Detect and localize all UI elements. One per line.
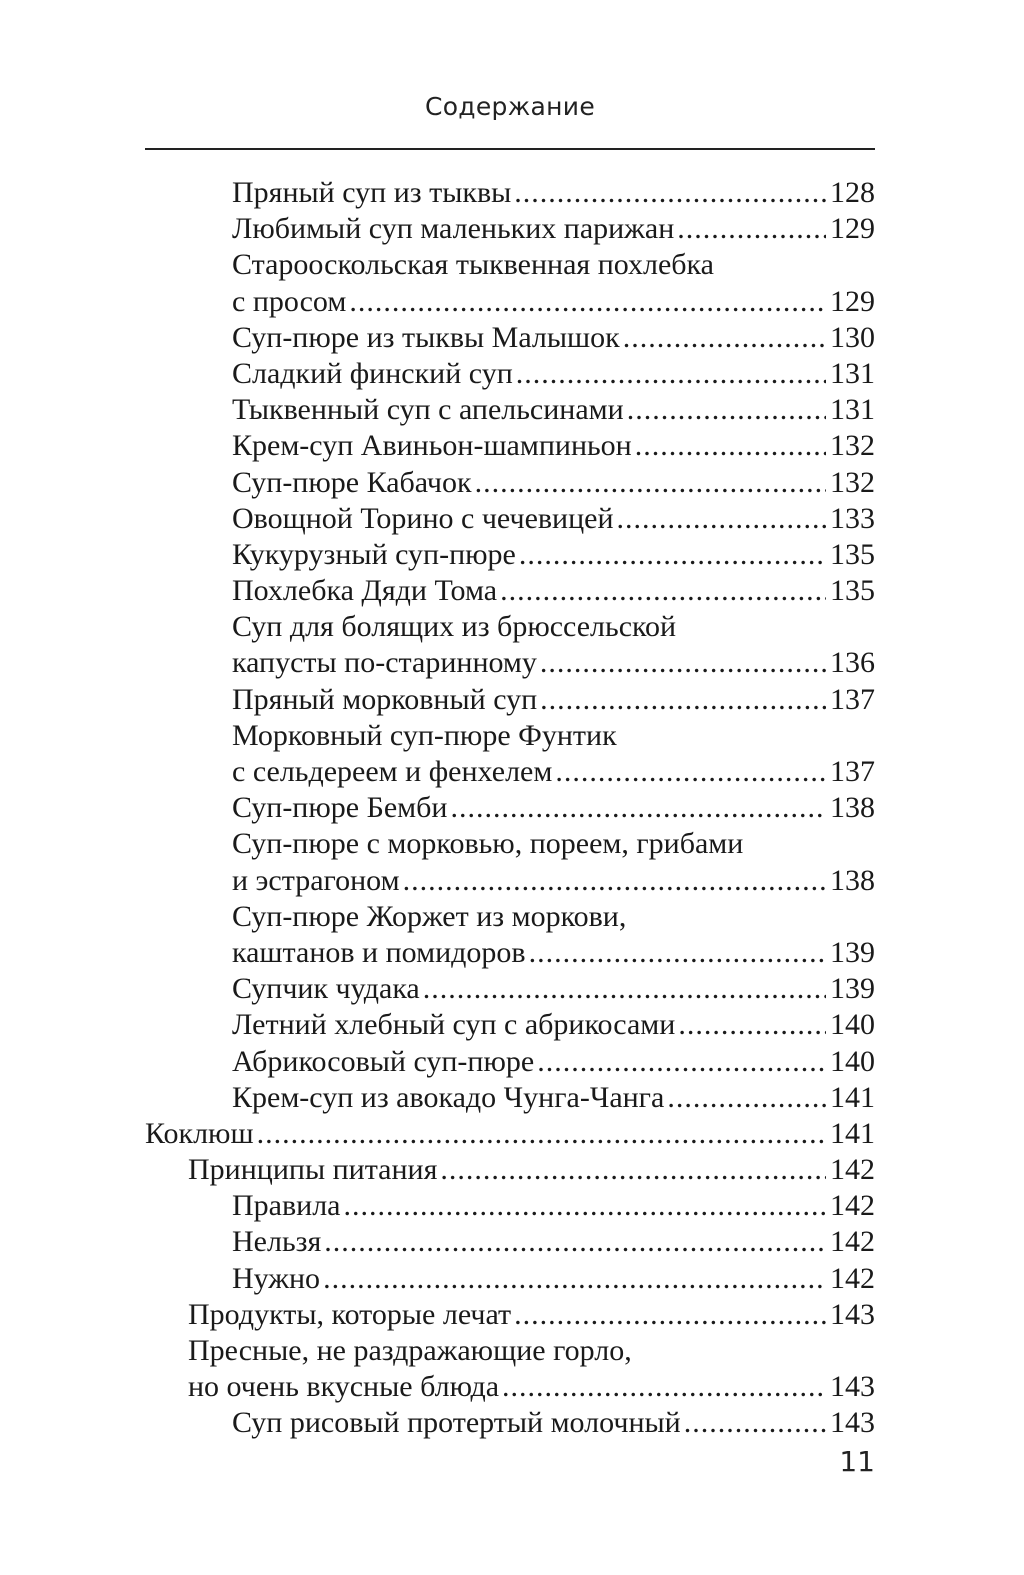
toc-line: [145, 1297, 875, 1333]
toc-entry[interactable]: [145, 247, 875, 319]
toc-entry-title: Нельзя: [232, 1225, 322, 1259]
table-of-contents: [145, 175, 875, 1442]
toc-entry[interactable]: [145, 392, 875, 428]
toc-line: [145, 211, 875, 247]
toc-entry[interactable]: [145, 1405, 875, 1441]
toc-entry[interactable]: [145, 718, 875, 790]
dot-leader: [540, 682, 826, 718]
toc-line: [145, 899, 875, 935]
toc-entry-title: Суп-пюре с морковью, пореем, грибами: [232, 827, 744, 861]
toc-entry-page: 141: [830, 1116, 875, 1150]
toc-entry-page: 142: [830, 1225, 875, 1259]
toc-entry-title: Суп-пюре Бемби: [232, 791, 448, 825]
toc-line: [145, 682, 875, 718]
page-number: 11: [839, 1445, 875, 1478]
toc-entry-page: 143: [830, 1370, 875, 1404]
toc-entry[interactable]: [145, 211, 875, 247]
dot-leader: [324, 1224, 826, 1260]
toc-entry[interactable]: [145, 826, 875, 898]
toc-entry[interactable]: [145, 1080, 875, 1116]
toc-entry[interactable]: [145, 1152, 875, 1188]
dot-leader: [344, 1188, 827, 1224]
toc-line: [145, 863, 875, 899]
toc-entry-page: 135: [830, 537, 875, 571]
toc-line: [145, 609, 875, 645]
dot-leader: [677, 211, 826, 247]
toc-entry[interactable]: [145, 971, 875, 1007]
toc-line: [145, 356, 875, 392]
toc-entry-page: 141: [830, 1080, 875, 1114]
toc-line: [145, 754, 875, 790]
dot-leader: [627, 392, 826, 428]
toc-entry-title: Абрикосовый суп-пюре: [232, 1044, 535, 1078]
toc-entry-title: каштанов и помидоров: [232, 935, 526, 969]
toc-entry-page: 140: [830, 1008, 875, 1042]
dot-leader: [555, 754, 826, 790]
toc-line: [145, 465, 875, 501]
toc-entry-title: Суп для болящих из брюссельской: [232, 610, 677, 644]
toc-line: [145, 1188, 875, 1224]
dot-leader: [635, 428, 826, 464]
toc-entry-title: но очень вкусные блюда: [188, 1370, 500, 1404]
toc-entry[interactable]: [145, 175, 875, 211]
toc-line: [145, 573, 875, 609]
toc-entry-page: 135: [830, 574, 875, 608]
toc-line: [145, 284, 875, 320]
dot-leader: [623, 320, 826, 356]
toc-entry-title: Крем-суп из авокадо Чунга-Чанга: [232, 1080, 665, 1114]
toc-line: [145, 537, 875, 573]
toc-entry-title: капусты по-старинному: [232, 646, 537, 680]
dot-leader: [519, 537, 826, 573]
dot-leader: [403, 863, 826, 899]
dot-leader: [323, 1261, 826, 1297]
toc-entry-title: с сельдереем и фенхелем: [232, 755, 553, 788]
toc-entry[interactable]: [145, 1116, 875, 1152]
toc-entry[interactable]: [145, 1188, 875, 1224]
toc-entry-page: 137: [830, 682, 875, 716]
dot-leader: [349, 284, 826, 320]
dot-leader: [684, 1405, 826, 1441]
toc-entry-title: Сладкий финский суп: [232, 356, 513, 390]
toc-entry[interactable]: [145, 356, 875, 392]
toc-entry-title: Овощной Торино с чечевицей: [232, 501, 614, 535]
toc-line: [145, 501, 875, 537]
toc-line: [145, 790, 875, 826]
toc-entry-page: 128: [830, 176, 875, 209]
toc-entry-title: Летний хлебный суп с абрикосами: [232, 1008, 676, 1042]
toc-line: [145, 826, 875, 862]
toc-line: [145, 1369, 875, 1405]
toc-entry-page: 139: [830, 972, 875, 1006]
toc-entry-page: 138: [830, 791, 875, 825]
toc-entry[interactable]: [145, 428, 875, 464]
toc-entry-title: Суп рисовый протертый молочный: [232, 1406, 681, 1440]
dot-leader: [450, 790, 826, 826]
toc-entry-page: 129: [830, 212, 875, 246]
toc-entry[interactable]: [145, 573, 875, 609]
toc-entry[interactable]: [145, 1044, 875, 1080]
toc-line: [145, 1152, 875, 1188]
toc-entry[interactable]: [145, 320, 875, 356]
toc-entry-page: 142: [830, 1261, 875, 1295]
dot-leader: [529, 935, 826, 971]
toc-line: [145, 1261, 875, 1297]
toc-entry[interactable]: [145, 1261, 875, 1297]
toc-entry[interactable]: [145, 1007, 875, 1043]
toc-line: [145, 1080, 875, 1116]
dot-leader: [500, 573, 826, 609]
toc-line: [145, 971, 875, 1007]
toc-entry-title: Суп-пюре Жоржет из моркови,: [232, 899, 627, 933]
toc-line: [145, 718, 875, 754]
toc-entry-page: 133: [830, 501, 875, 535]
toc-line: [145, 645, 875, 681]
toc-entry-page: 136: [830, 646, 875, 680]
toc-line: [145, 1044, 875, 1080]
dot-leader: [423, 971, 826, 1007]
toc-entry-title: Коклюш: [145, 1116, 254, 1150]
toc-entry-title: Морковный суп-пюре Фунтик: [232, 718, 617, 752]
toc-entry-page: 132: [830, 465, 875, 499]
toc-entry-title: Старооскольская тыквенная похлебка: [232, 248, 714, 282]
toc-entry-page: 130: [830, 320, 875, 354]
dot-leader: [678, 1007, 826, 1043]
dot-leader: [537, 1044, 826, 1080]
toc-line: [145, 1405, 875, 1441]
toc-entry-title: Похлебка Дяди Тома: [232, 574, 498, 608]
toc-entry-page: 142: [830, 1189, 875, 1223]
toc-entry-title: Суп-пюре Кабачок: [232, 465, 472, 499]
toc-entry-title: Пресные, не раздражающие горло,: [188, 1334, 632, 1367]
toc-line: [145, 428, 875, 464]
dot-leader: [514, 1297, 826, 1333]
toc-entry-title: Супчик чудака: [232, 972, 420, 1006]
toc-entry-page: 140: [830, 1044, 875, 1078]
toc-entry-page: 143: [830, 1406, 875, 1440]
toc-line: [145, 1333, 875, 1369]
toc-line: [145, 935, 875, 971]
toc-entry-title: Тыквенный суп с апельсинами: [232, 393, 624, 427]
toc-entry-title: и эстрагоном: [232, 863, 400, 897]
toc-entry[interactable]: [145, 1333, 875, 1405]
toc-entry-title: Кукурузный суп-пюре: [232, 537, 516, 571]
dot-leader: [617, 501, 826, 537]
toc-line: [145, 392, 875, 428]
toc-entry-title: Любимый суп маленьких парижан: [232, 212, 675, 246]
toc-entry-title: с просом: [232, 284, 347, 318]
running-header: Содержание: [424, 92, 596, 121]
toc-entry-title: Крем-суп Авиньон-шампиньон: [232, 429, 632, 463]
toc-line: [145, 1224, 875, 1260]
dot-leader: [514, 175, 826, 211]
toc-entry[interactable]: [145, 501, 875, 537]
toc-entry-title: Правила: [232, 1189, 341, 1223]
toc-entry[interactable]: [145, 790, 875, 826]
toc-line: [145, 320, 875, 356]
toc-entry-page: 132: [830, 429, 875, 463]
toc-entry[interactable]: [145, 1297, 875, 1333]
toc-entry-page: 131: [830, 356, 875, 390]
toc-entry-page: 138: [830, 863, 875, 897]
toc-entry[interactable]: [145, 682, 875, 718]
toc-entry-title: Суп-пюре из тыквы Малышок: [232, 320, 620, 354]
toc-entry-title: Пряный суп из тыквы: [232, 176, 512, 209]
toc-line: [145, 247, 875, 283]
dot-leader: [475, 465, 826, 501]
toc-entry-page: 131: [830, 393, 875, 427]
toc-entry[interactable]: [145, 609, 875, 681]
header-rule: [145, 148, 875, 150]
dot-leader: [257, 1116, 826, 1152]
toc-line: [145, 1116, 875, 1152]
toc-line: [145, 175, 875, 211]
toc-entry[interactable]: [145, 899, 875, 971]
toc-entry-page: 137: [830, 755, 875, 788]
toc-entry[interactable]: [145, 537, 875, 573]
toc-entry[interactable]: [145, 1224, 875, 1260]
dot-leader: [502, 1369, 826, 1405]
toc-entry[interactable]: [145, 465, 875, 501]
toc-entry-page: 129: [830, 284, 875, 318]
toc-entry-page: 142: [830, 1153, 875, 1187]
toc-entry-title: Принципы питания: [188, 1153, 438, 1187]
toc-entry-title: Продукты, которые лечат: [188, 1297, 512, 1331]
toc-entry-title: Нужно: [232, 1261, 321, 1295]
dot-leader: [516, 356, 826, 392]
toc-entry-title: Пряный морковный суп: [232, 682, 538, 716]
dot-leader: [667, 1080, 826, 1116]
dot-leader: [540, 645, 826, 681]
toc-line: [145, 1007, 875, 1043]
toc-entry-page: 143: [830, 1297, 875, 1331]
toc-entry-page: 139: [830, 935, 875, 969]
dot-leader: [440, 1152, 826, 1188]
